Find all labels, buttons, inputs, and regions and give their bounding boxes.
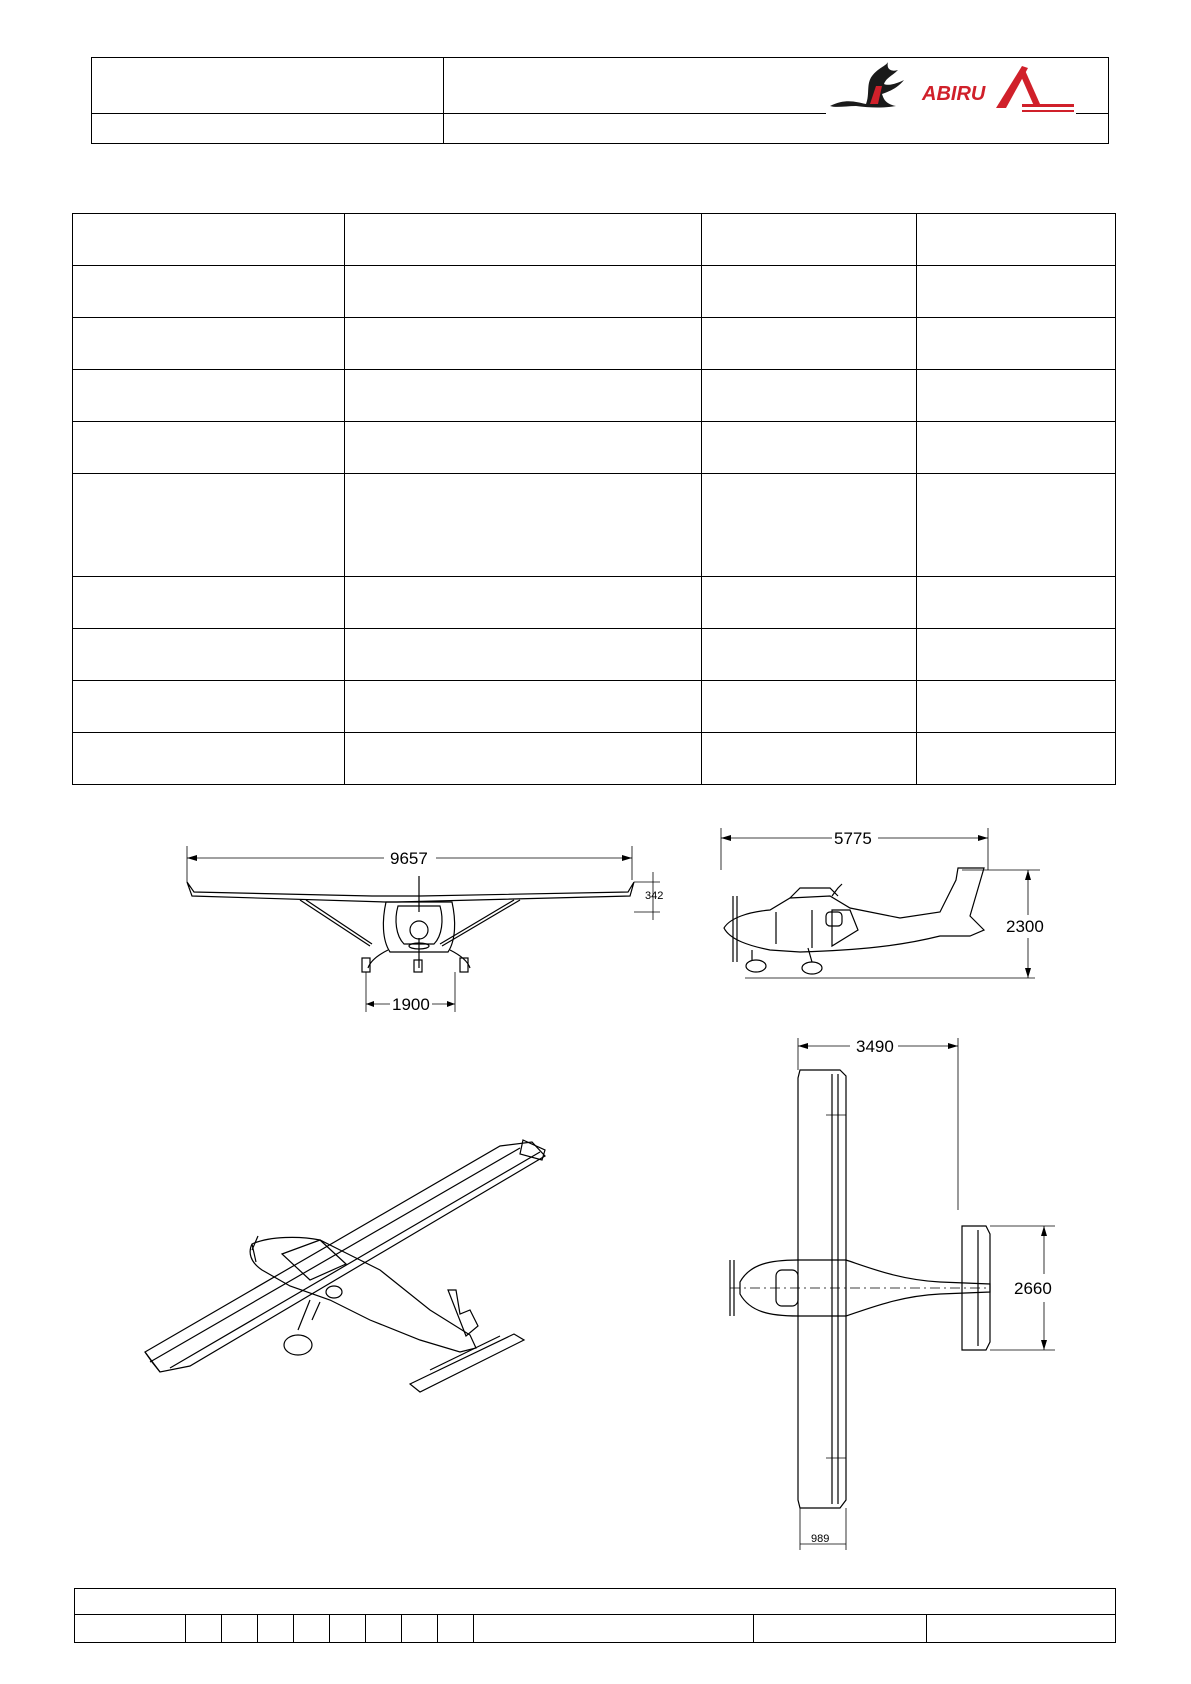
top-view-drawing [730, 1038, 1055, 1550]
chord-dimension: 3490 [856, 1037, 894, 1056]
footer-table [74, 1588, 1116, 1643]
footer-cell [438, 1615, 474, 1643]
footer-cell [366, 1615, 402, 1643]
side-view-drawing [721, 828, 1040, 978]
length-dimension: 5775 [834, 829, 872, 848]
footer-cell [474, 1615, 754, 1643]
footer-cell [402, 1615, 438, 1643]
footer-cell [258, 1615, 294, 1643]
logo-wordmark: ABIRU [922, 83, 986, 105]
footer-cell [294, 1615, 330, 1643]
footer-cell [754, 1615, 927, 1643]
front-view-drawing [187, 846, 660, 1012]
footer-cell [222, 1615, 258, 1643]
winglet-dimension: 342 [645, 890, 664, 902]
footer-cell [330, 1615, 366, 1643]
height-dimension: 2300 [1006, 917, 1044, 936]
footer-cell [75, 1615, 186, 1643]
aileron-dimension: 989 [811, 1533, 830, 1545]
span-dimension: 9657 [390, 849, 428, 868]
isometric-view-drawing [145, 1140, 545, 1392]
footer-cell [186, 1615, 222, 1643]
track-dimension: 1900 [392, 995, 430, 1014]
footer-cell [927, 1615, 1116, 1643]
footer-cell [75, 1589, 1116, 1615]
tail-span-dimension: 2660 [1014, 1279, 1052, 1298]
